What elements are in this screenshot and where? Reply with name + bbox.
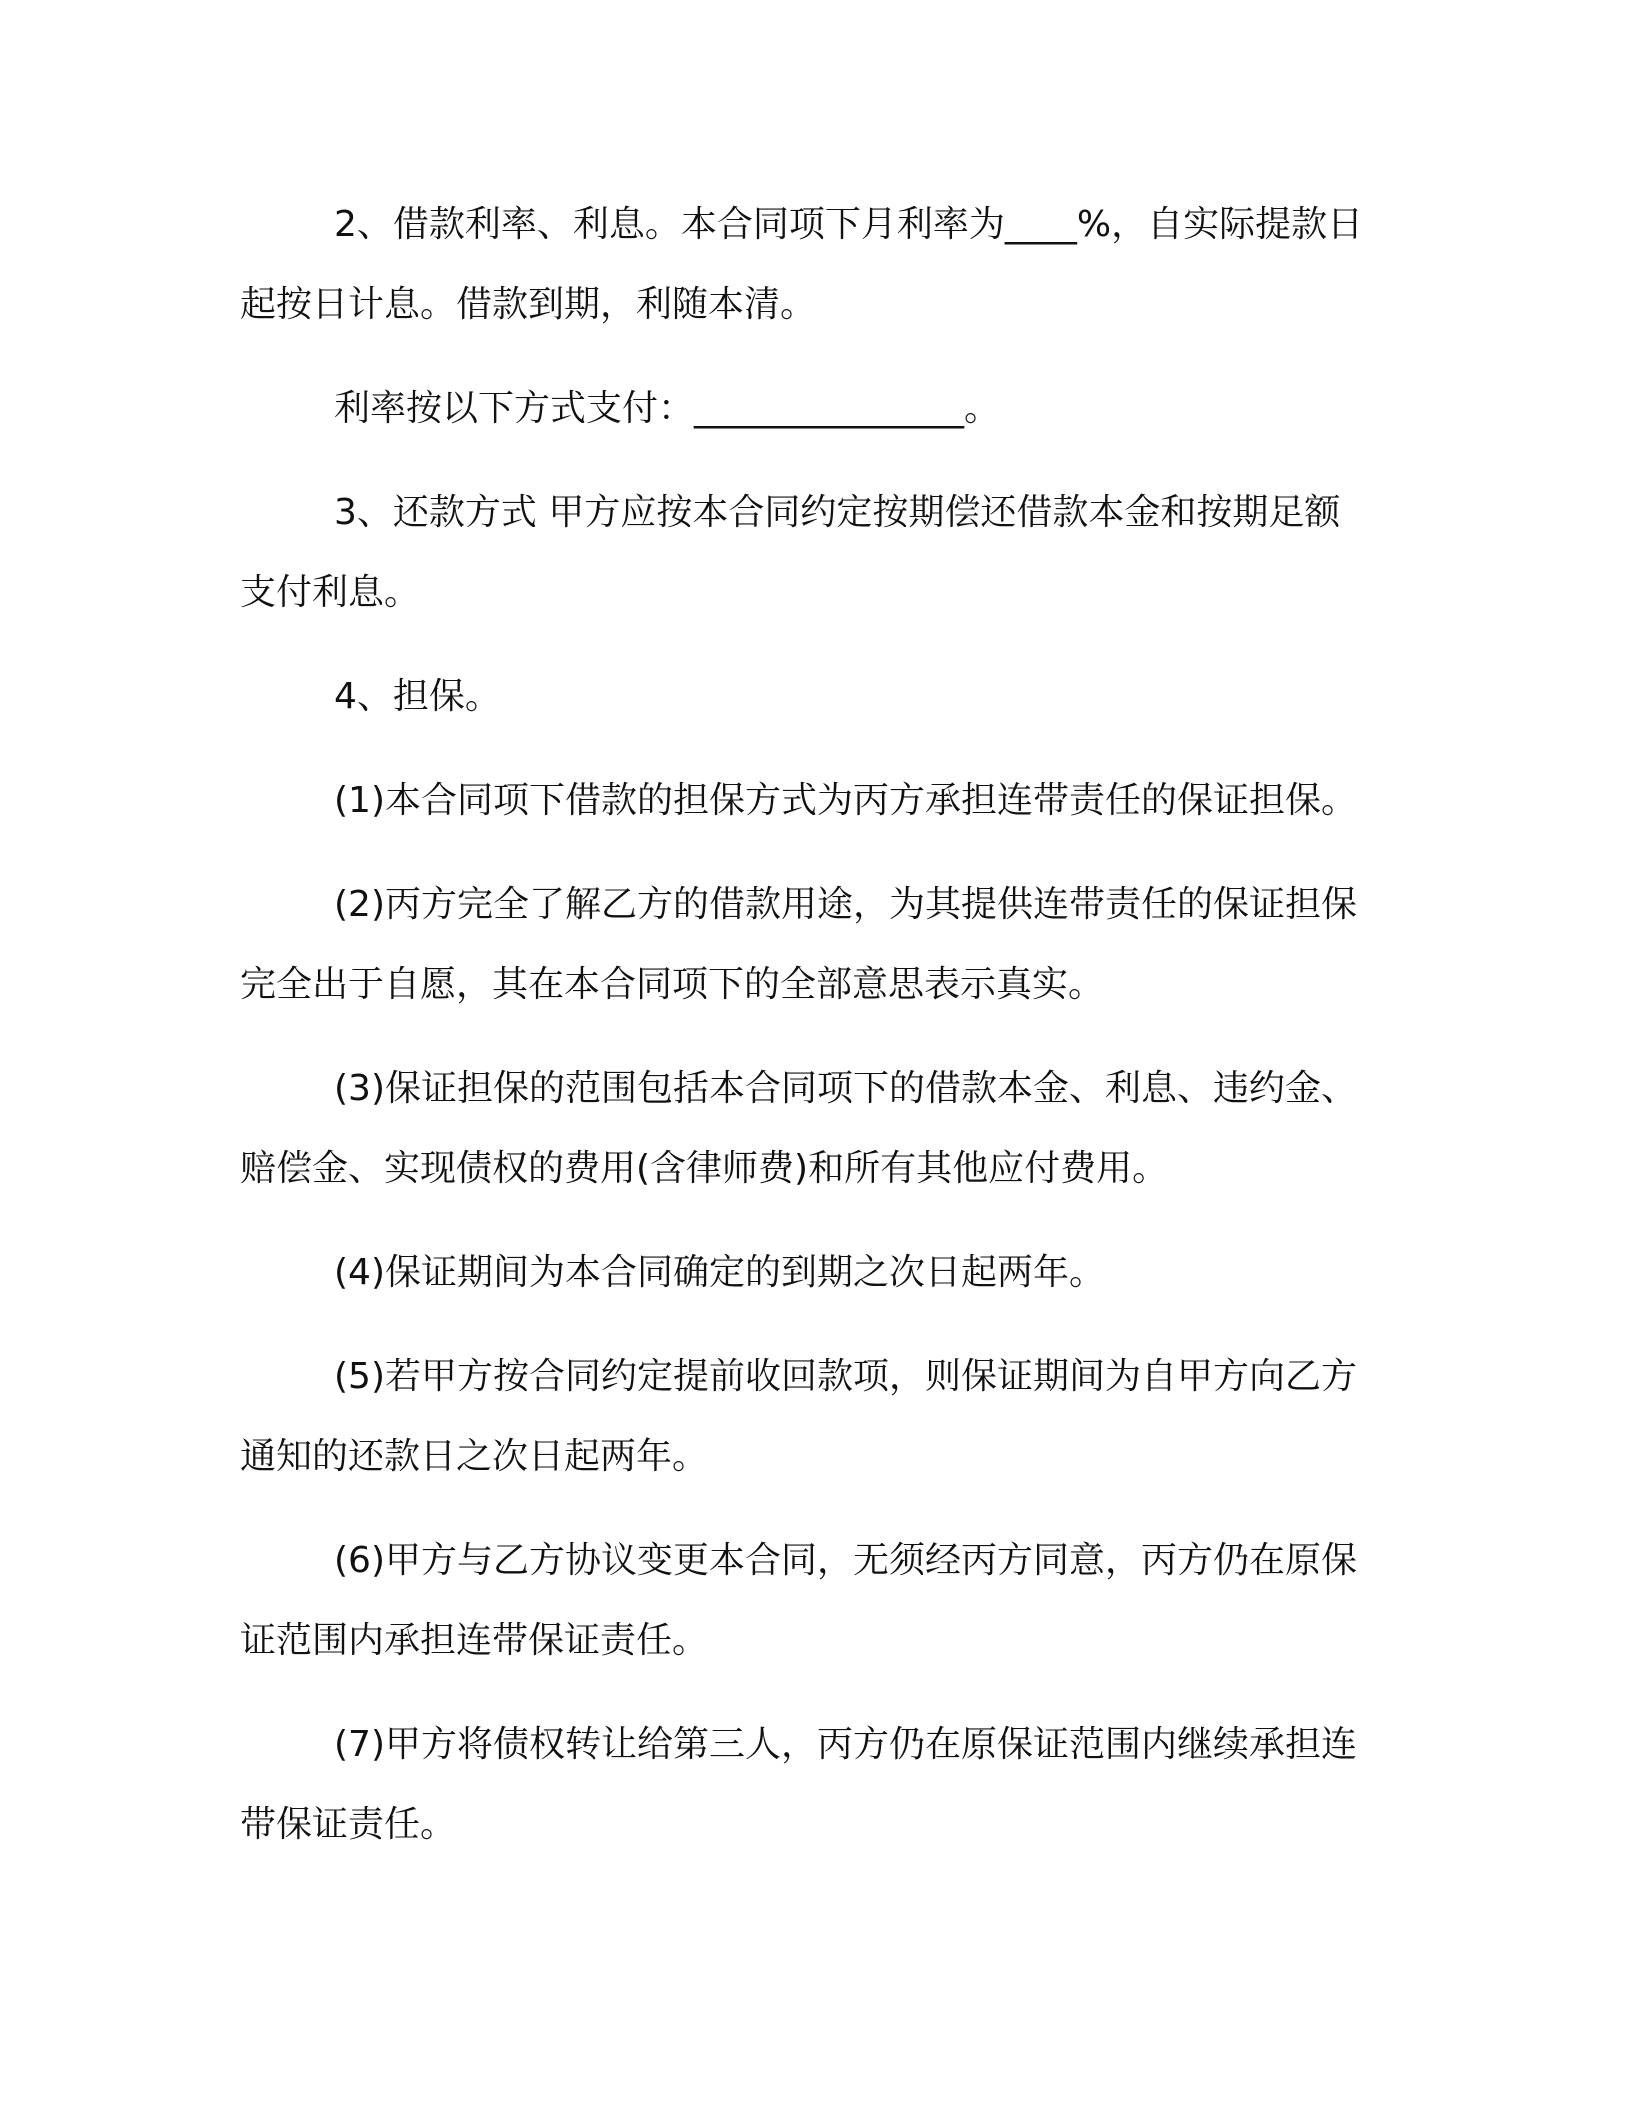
paragraph-guarantee-3: (3)保证担保的范围包括本合同项下的借款本金、利息、违约金、赔偿金、实现债权的费用(含律师费)和所有其他应付费用。 — [240, 1068, 1357, 1189]
paragraph-guarantee-5: (5)若甲方按合同约定提前收回款项，则保证期间为自甲方向乙方通知的还款日之次日起两年。 — [240, 1356, 1357, 1477]
paragraph-guarantee-1: (1)本合同项下借款的担保方式为丙方承担连带责任的保证担保。 — [334, 780, 1357, 821]
document-body — [240, 185, 1365, 1889]
paragraph-interest-payment: 利率按以下方式支付：_______________。 — [334, 388, 1001, 429]
paragraph-interest-rate: 2、借款利率、利息。本合同项下月利率为____%，自实际提款日起按日计息。借款到期，利随本清。 — [240, 204, 1364, 325]
paragraph-guarantee-2: (2)丙方完全了解乙方的借款用途，为其提供连带责任的保证担保完全出于自愿，其在本合同项下的全部意思表示真实。 — [240, 884, 1357, 1005]
paragraph-guarantee-6: (6)甲方与乙方协议变更本合同，无须经丙方同意，丙方仍在原保证范围内承担连带保证责任。 — [240, 1540, 1357, 1661]
paragraph-repayment: 3、还款方式 甲方应按本合同约定按期偿还借款本金和按期足额支付利息。 — [240, 492, 1341, 613]
paragraph-guarantee-4: (4)保证期间为本合同确定的到期之次日起两年。 — [334, 1252, 1105, 1293]
paragraph-guarantee-7: (7)甲方将债权转让给第三人，丙方仍在原保证范围内继续承担连带保证责任。 — [240, 1724, 1357, 1845]
paragraph-guarantee-heading: 4、担保。 — [334, 676, 501, 717]
